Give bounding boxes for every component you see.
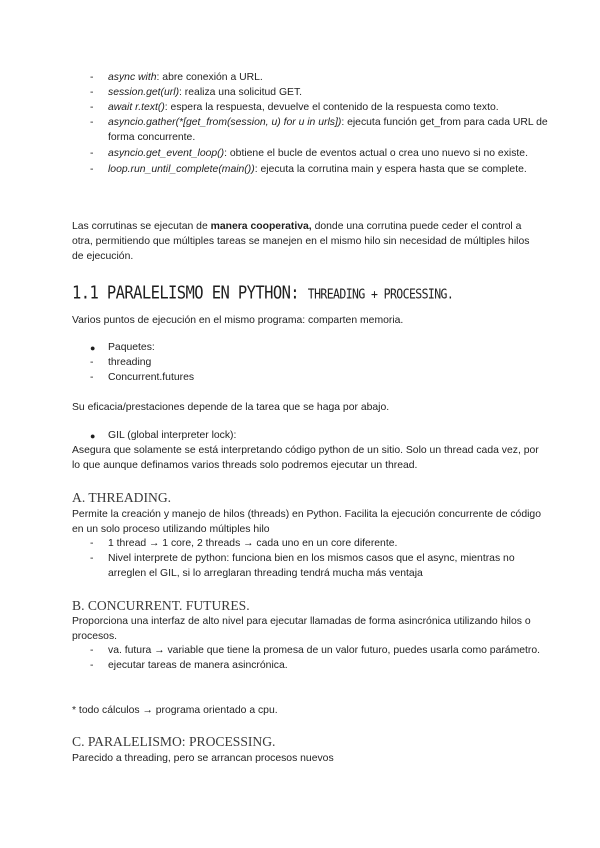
async-functions-list [90,71,548,178]
list-item: - asyncio.get_event_loop(): obtiene el bucle de eventos actual o crea uno nuevo si no existe. [108,147,548,162]
processing-paragraph: Parecido a threading, pero se arrancan procesos nuevos [72,753,334,764]
bullet-marker: ● [90,343,96,353]
dash-marker: - [90,117,94,129]
packages-dash-list [90,356,195,386]
gil-bullet-list [90,429,237,444]
section-heading-concurrent-futures: B. CONCURRENT. FUTURES. [72,598,250,613]
list-item: ● Paquetes: [108,341,155,356]
dash-marker: - [90,659,94,671]
threading-list [90,537,548,581]
list-item: - Nivel interprete de python: funciona bien en los mismos casos que el async, mientras no arreglen el GIL, si lo arreglaran threading tendrá mucha más ventaja [90,552,515,579]
section-heading-processing: C. PARALELISMO: PROCESSING. [72,734,276,749]
section-heading-paralelismo: 1.1 PARALELISMO EN PYTHON: THREADING + PROCESSING. [72,282,454,303]
bullet-marker: ● [90,431,96,441]
concurrent-futures-paragraph: Proporciona una interfaz de alto nivel para ejecutar llamadas de forma asincrónica utilizando hilos o procesos. [72,616,531,642]
dash-marker: - [90,147,94,159]
dash-marker: - [90,72,94,83]
coroutines-paragraph: Las corrutinas se ejecutan de manera cooperativa, donde una corrutina puede ceder el control a otra, permitiendo que múltiples tareas se manejen en el mismo hilo sin necesidad de múltiples hilos de ejecución. [72,221,530,262]
section-heading-threading: A. THREADING. [72,490,172,505]
dash-marker: - [90,645,94,656]
dash-marker: - [90,101,94,113]
list-item: - await r.text(): espera la respuesta, devuelve el contenido de la respuesta como texto. [108,101,548,116]
dash-marker: - [90,538,94,549]
cpu-note: * todo cálculos → programa orientado a cpu. [72,705,278,716]
list-item: - asyncio.gather(*[get_from(session, u) for u in urls]): ejecuta función get_from para cada URL de forma concurrente. [90,117,548,144]
list-item: - Concurrent.futures [108,371,194,386]
dash-marker: - [90,552,94,564]
dash-marker: - [90,371,94,383]
packages-bullet-list [90,341,155,356]
dash-marker: - [90,357,94,368]
efficiency-paragraph: Su eficacia/prestaciones depende de la tarea que se haga por abajo. [72,402,390,413]
list-item: - 1 thread → 1 core, 2 threads → cada uno en un core diferente. [108,537,548,552]
dash-marker: - [90,86,94,98]
execution-points-paragraph: Varios puntos de ejecución en el mismo programa: comparten memoria. [72,315,404,326]
dash-marker: - [90,163,94,175]
gil-paragraph: Asegura que solamente se está interpretando código python de un sitio. Solo un thread cada vez, por lo que aunque definamos varios threads solo podremos ejecutar un thread. [72,445,539,471]
list-item: - async with: abre conexión a URL. [108,71,548,86]
list-item: - threading [108,356,194,371]
list-item: ● GIL (global interpreter lock): [108,429,236,444]
list-item: - session.get(url): realiza una solicitud GET. [108,86,548,101]
list-item: - va. futura → variable que tiene la promesa de un valor futuro, puedes usarla como parámetro. [108,644,548,659]
threading-paragraph: Permite la creación y manejo de hilos (threads) en Python. Facilita la ejecución concurrente de código en un solo proceso utilizando múltiples hilo [72,509,541,535]
list-item: - ejecutar tareas de manera asincrónica. [108,659,548,674]
list-item: - loop.run_until_complete(main()): ejecuta la corrutina main y espera hasta que se complete. [108,163,548,178]
concurrent-futures-list [90,644,548,674]
